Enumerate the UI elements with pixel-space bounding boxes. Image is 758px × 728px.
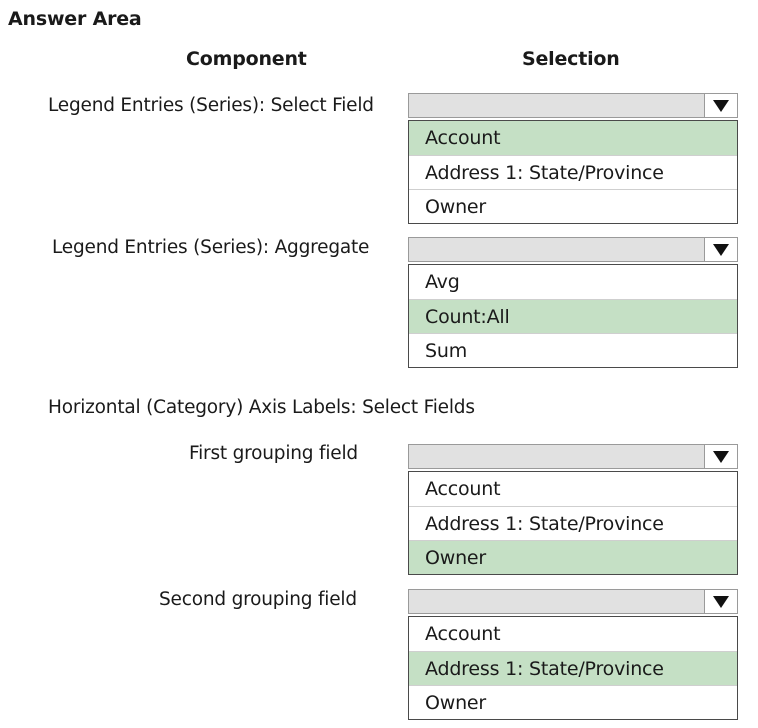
option-sum[interactable]: Sum <box>409 333 737 367</box>
option-account[interactable]: Account <box>425 478 501 500</box>
answer-area-title: Answer Area <box>8 8 142 30</box>
dropdown-header[interactable] <box>408 93 738 118</box>
dropdown-header[interactable] <box>408 589 738 614</box>
dropdown-options-list <box>408 120 738 224</box>
second-grouping-field-dropdown[interactable] <box>408 589 738 720</box>
dropdown-options-list <box>408 471 738 575</box>
first-grouping-field-label: First grouping field <box>189 443 358 464</box>
option-address-state[interactable]: Address 1: State/Province <box>409 155 737 189</box>
chevron-down-icon[interactable] <box>704 590 737 613</box>
option-account[interactable]: Account <box>409 121 737 155</box>
option-address-state[interactable]: Address 1: State/Province <box>409 651 737 685</box>
option-account[interactable]: Account <box>425 623 501 645</box>
legend-aggregate-label: Legend Entries (Series): Aggregate <box>52 237 370 258</box>
first-grouping-field-dropdown[interactable] <box>408 444 738 575</box>
option-owner[interactable]: Owner <box>409 685 737 719</box>
horizontal-axis-section-label: Horizontal (Category) Axis Labels: Select Fields <box>48 397 475 418</box>
chevron-down-icon[interactable] <box>704 238 737 261</box>
legend-aggregate-dropdown[interactable] <box>408 237 738 368</box>
legend-select-field-label: Legend Entries (Series): Select Field <box>48 95 374 116</box>
dropdown-options-list <box>408 616 738 720</box>
option-address-state[interactable]: Address 1: State/Province <box>409 506 737 540</box>
dropdown-header[interactable] <box>408 237 738 262</box>
option-count-all[interactable]: Count:All <box>409 299 737 333</box>
selection-column-header: Selection <box>522 48 620 70</box>
option-owner[interactable]: Owner <box>409 540 737 574</box>
component-column-header: Component <box>186 48 307 70</box>
dropdown-options-list <box>408 264 738 368</box>
dropdown-header[interactable] <box>408 444 738 469</box>
chevron-down-icon[interactable] <box>704 94 737 117</box>
chevron-down-icon[interactable] <box>704 445 737 468</box>
option-avg[interactable]: Avg <box>425 271 460 293</box>
second-grouping-field-label: Second grouping field <box>159 589 357 610</box>
legend-select-field-dropdown[interactable] <box>408 93 738 224</box>
option-owner[interactable]: Owner <box>409 189 737 223</box>
